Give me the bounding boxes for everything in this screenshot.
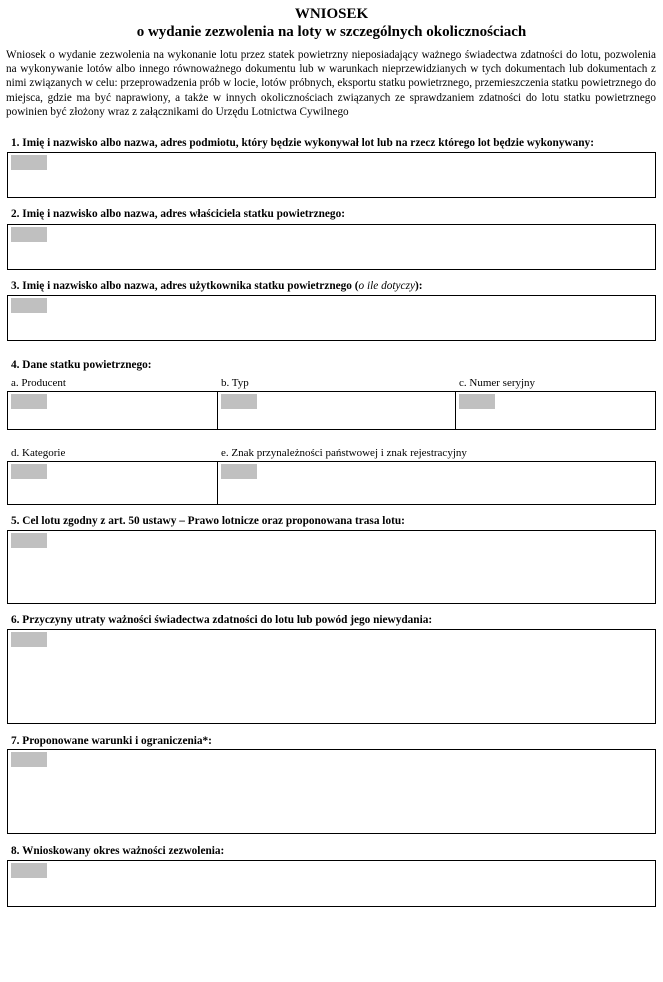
section-4-label: 4. Dane statku powietrznego:	[11, 359, 152, 371]
section-7-box	[7, 749, 656, 834]
manufacturer-field[interactable]	[11, 394, 47, 409]
flight-purpose-field[interactable]	[11, 533, 47, 548]
section-8-label: 8. Wnioskowany okres ważności zezwolenia:	[11, 845, 225, 857]
section-3-note: o ile dotyczy	[358, 280, 415, 292]
applicant-field[interactable]	[11, 155, 47, 170]
row-1-divider-2	[455, 392, 456, 429]
reasons-field[interactable]	[11, 632, 47, 647]
registration-field[interactable]	[221, 464, 257, 479]
row-2-divider	[217, 462, 218, 504]
serial-number-label: c. Numer seryjny	[459, 377, 536, 389]
section-5-label: 5. Cel lotu zgodny z art. 50 ustawy – Prawo lotnicze oraz proponowana trasa lotu:	[11, 515, 405, 527]
registration-label: e. Znak przynależności państwowej i znak rejestracyjny	[221, 447, 467, 459]
user-field[interactable]	[11, 298, 47, 313]
category-field[interactable]	[11, 464, 47, 479]
form-subtitle: o wydanie zezwolenia na loty w szczególnych okolicznościach	[136, 24, 527, 40]
section-7-label: 7. Proponowane warunki i ograniczenia*:	[11, 735, 212, 747]
section-6-label: 6. Przyczyny utraty ważności świadectwa zdatności do lotu lub powód jego niewydania:	[11, 614, 433, 626]
section-8-box	[7, 860, 656, 907]
form-title: WNIOSEK	[294, 6, 369, 22]
section-3-box	[7, 295, 656, 341]
section-5-box	[7, 530, 656, 604]
section-1-label: 1. Imię i nazwisko albo nazwa, adres podmiotu, który będzie wykonywał lot lub na rzecz którego lot będzie wykonywany:	[11, 137, 594, 149]
category-label: d. Kategorie	[11, 447, 66, 459]
section-3-label: 3. Imię i nazwisko albo nazwa, adres użytkownika statku powietrznego (o ile dotyczy):	[11, 280, 423, 292]
serial-number-field[interactable]	[459, 394, 495, 409]
section-6-box	[7, 629, 656, 724]
manufacturer-label: a. Producent	[11, 377, 66, 389]
intro-paragraph: Wniosek o wydanie zezwolenia na wykonanie lotu przez statek powietrzny nieposiadający ważnego świadectwa zdatności do lotu, pozwolenia na wykonywanie lotów albo innego równoważnego dokumentu lub w warunkach nieprzewidzianych w tych dokumentach lub dokumentach z nimi związanych w celu: przeprowadzenia prób w locie, lotów próbnych, eksportu statku powietrznego, przemieszczenia statku powietrznego do miejsca, gdzie ma być naprawiony, a także w innych okolicznościach związanych ze sprawdzaniem zdatności do lotu statku powietrznego powinien być złożony wraz z załącznikami do Urzędu Lotnictwa Cywilnego	[6, 49, 656, 118]
owner-field[interactable]	[11, 227, 47, 242]
row-1-divider-1	[217, 392, 218, 429]
type-field[interactable]	[221, 394, 257, 409]
section-2-box	[7, 224, 656, 270]
aircraft-data-row-1	[7, 391, 656, 430]
section-2-label: 2. Imię i nazwisko albo nazwa, adres właściciela statku powietrznego:	[11, 208, 345, 220]
validity-period-field[interactable]	[11, 863, 47, 878]
conditions-field[interactable]	[11, 752, 47, 767]
type-label: b. Typ	[221, 377, 249, 389]
section-1-box	[7, 152, 656, 198]
aircraft-data-row-2	[7, 461, 656, 505]
